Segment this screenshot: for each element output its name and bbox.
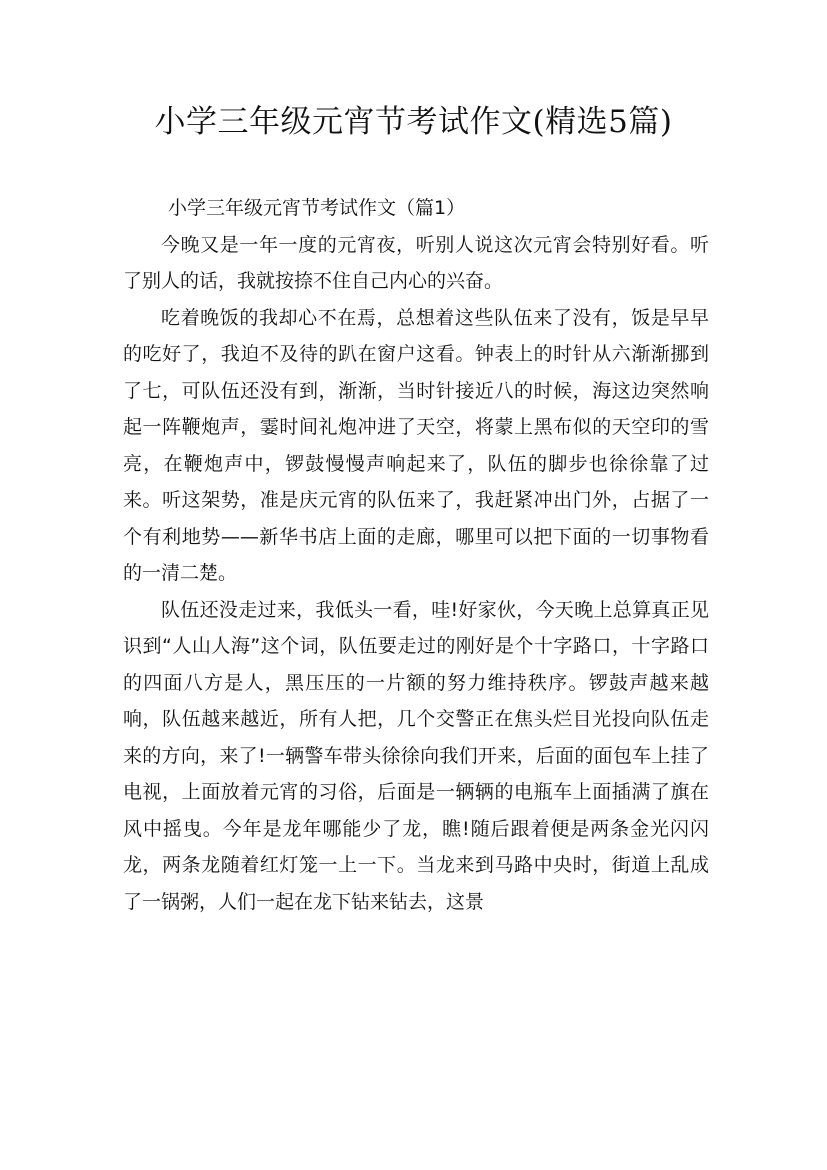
section-heading: 小学三年级元宵节考试作文（篇1） [168, 197, 466, 219]
paragraph-3: 队伍还没走过来，我低头一看，哇!好家伙，今天晚上总算真正见识到“人山人海”这个词，队伍要走过的刚好是个十字路口，十字路口的四面八方是人，黑压压的一片额的努力维持秩序。锣鼓声越来越响，队伍越来越近，所有人把，几个交警正在焦头烂目光投向队伍走来的方向，来了!一辆警车带头徐徐向我们开来，后面的面包车上挂了电视，上面放着元宵的习俗，后面是一辆辆的电瓶车上面插满了旗在风中摇曳。今年是龙年哪能少了龙，瞧!随后跟着便是两条金光闪闪龙，两条龙随着红灯笼一上一下。当龙来到马路中央时，街道上乱成了一锅粥，人们一起在龙下钻来钻去，这景 [123, 598, 709, 913]
paragraph-2: 吃着晚饭的我却心不在焉，总想着这些队伍来了没有，饭是早早的吃好了，我迫不及待的趴在窗户这看。钟表上的时针从六渐渐挪到了七，可队伍还没有到，渐渐，当时针接近八的时候，海这边突然响起一阵鞭炮声，霎时间礼炮冲进了天空，将蒙上黑布似的天空印的雪亮，在鞭炮声中，锣鼓慢慢声响起来了，队伍的脚步也徐徐靠了过来。听这架势，准是庆元宵的队伍来了，我赶紧冲出门外，占据了一个有利地势——新华书店上面的走廊，哪里可以把下面的一切事物看的一清二楚。 [123, 306, 709, 584]
paragraph-1: 今晚又是一年一度的元宵夜，听别人说这次元宵会特别好看。听了别人的话，我就按捺不住自己内心的兴奋。 [123, 233, 709, 292]
document-title: 小学三年级元宵节考试作文(精选5篇) [154, 104, 673, 140]
document-body [123, 190, 709, 920]
